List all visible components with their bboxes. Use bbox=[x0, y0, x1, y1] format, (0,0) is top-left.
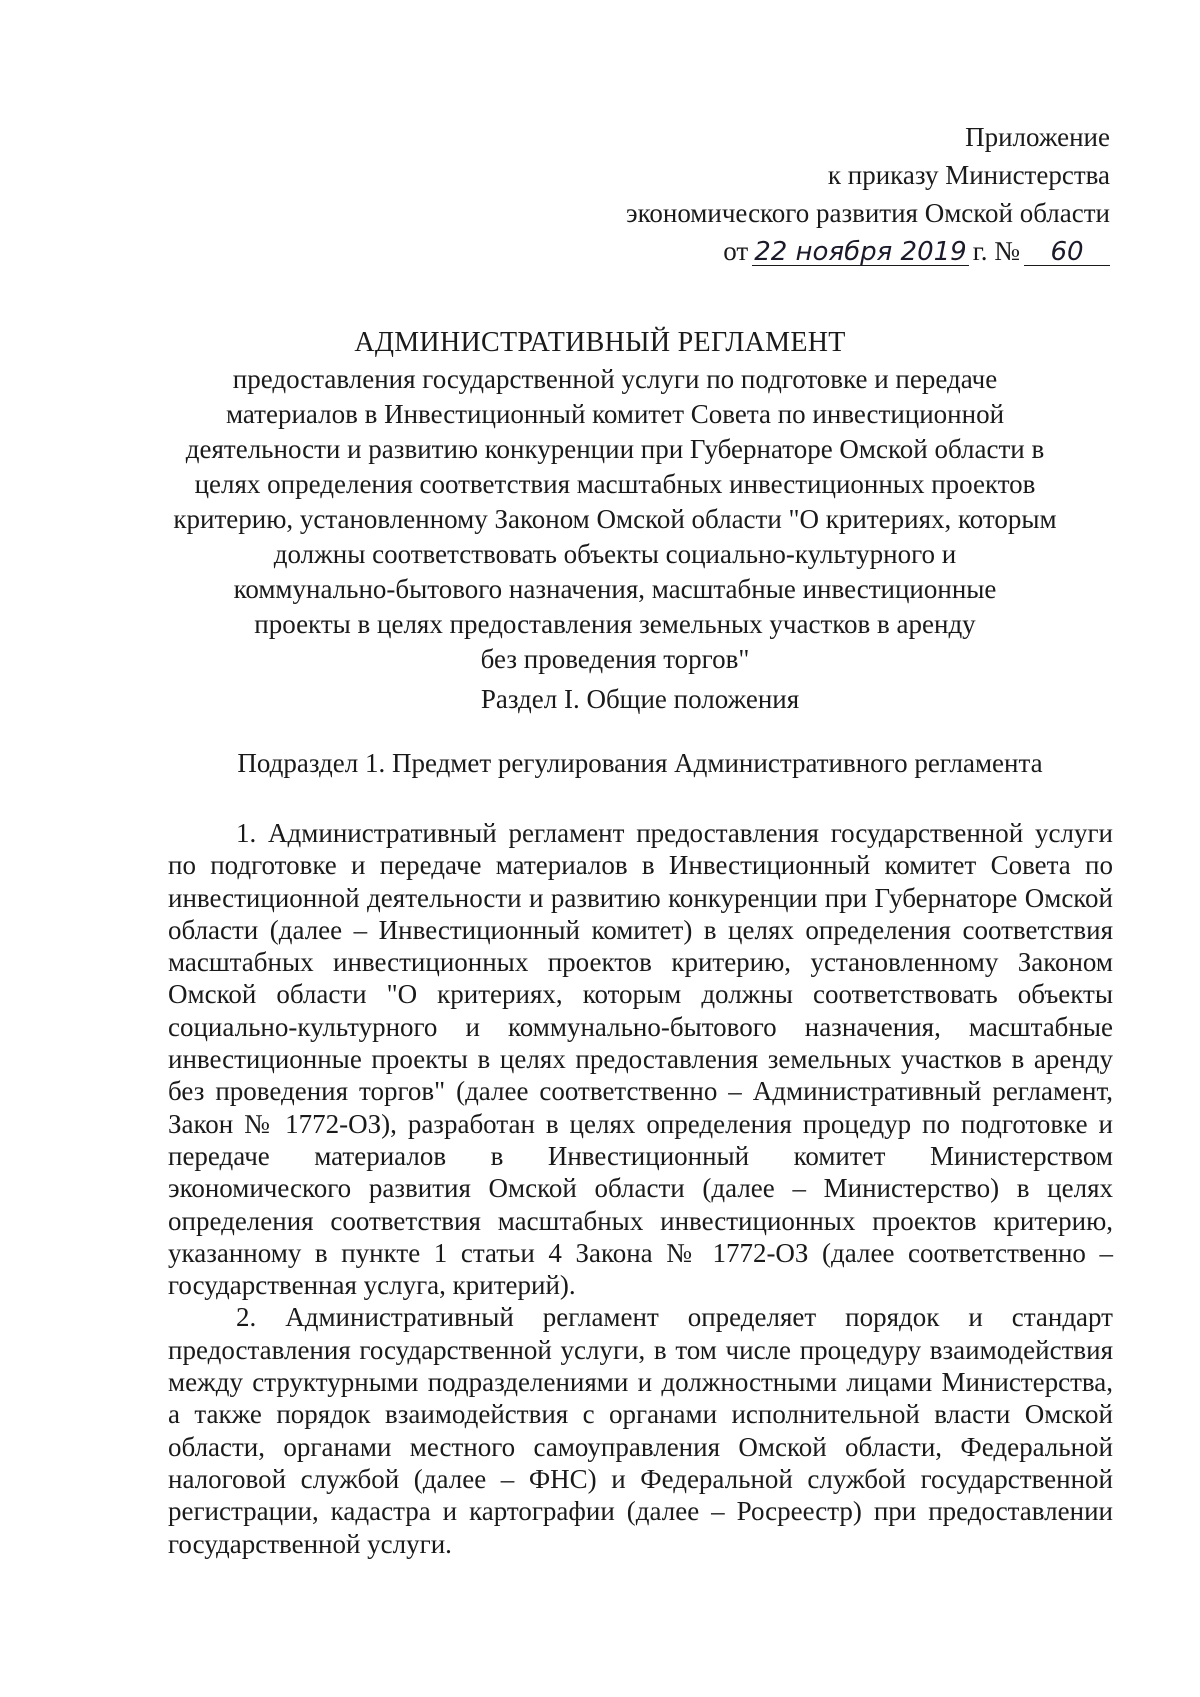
subtitle-line: проекты в целях предоставления земельных участков в аренду bbox=[254, 609, 976, 639]
paragraph-1: 1. Административный регламент предоставления государственной услуги по подготовке и передаче материалов в Инвестиционный комитет Совета по инвестиционной деятельности и развитию конкуренции при Губернаторе Омской области (далее – Инвестиционный комитет) в целях определения соответствия масштабных инвестиционных проектов критерию, установленному Законом Омской области "О критериях, которым должны соответствовать объекты социально-культурного и коммунально-бытового назначения, масштабные инвестиционные проекты в целях предоставления земельных участков в аренду без проведения торгов" (далее соответственно – Административный регламент, Закон № 1772-ОЗ), разработан в целях определения процедур по подготовке и передаче материалов в Инвестиционный комитет Министерством экономического развития Омской области (далее – Министерство) в целях определения соответствия масштабных инвестиционных проектов критерию, указанному в пункте 1 статьи 4 Закона № 1772-ОЗ (далее соответственно – государственная услуга, критерий). bbox=[168, 818, 1113, 1301]
ministry-name: экономического развития Омской области bbox=[626, 198, 1110, 228]
document-body bbox=[168, 817, 1113, 1560]
subtitle-line: критерию, установленному Законом Омской области "О критериях, которым bbox=[173, 504, 1057, 534]
date-prefix: от bbox=[723, 236, 749, 266]
appendix-header bbox=[590, 118, 1110, 270]
section-heading: Раздел I. Общие положения bbox=[480, 684, 800, 714]
subtitle-line: коммунально-бытового назначения, масштабные инвестиционные bbox=[233, 574, 997, 604]
subtitle-line: предоставления государственной услуги по подготовке и передаче bbox=[232, 364, 998, 394]
appendix-label: Приложение bbox=[965, 122, 1110, 152]
subtitle-line: без проведения торгов" bbox=[480, 644, 750, 674]
document-subtitle bbox=[150, 362, 1080, 677]
subtitle-line: должны соответствовать объекты социально-культурного и bbox=[273, 539, 957, 569]
subsection-heading: Подраздел 1. Предмет регулирования Административного регламента bbox=[237, 748, 1043, 778]
subtitle-line: деятельности и развитию конкуренции при Губернаторе Омской области в bbox=[185, 434, 1045, 464]
number-prefix: г. № bbox=[972, 236, 1020, 266]
subtitle-line: материалов в Инвестиционный комитет Совета по инвестиционной bbox=[225, 399, 1005, 429]
order-date-line bbox=[590, 232, 1110, 270]
subtitle-line: целях определения соответствия масштабных инвестиционных проектов bbox=[194, 469, 1036, 499]
order-reference: к приказу Министерства bbox=[827, 160, 1110, 190]
document-title: АДМИНИСТРАТИВНЫЙ РЕГЛАМЕНТ bbox=[354, 327, 846, 358]
paragraph-2: 2. Административный регламент определяет порядок и стандарт предоставления государственной услуги, в том числе процедуру взаимодействия между структурными подразделениями и должностными лицами Министерства, а также порядок взаимодействия с органами исполнительной власти Омской области, органами местного самоуправления Омской области, Федеральной налоговой службой (далее – ФНС) и Федеральной службой государственной регистрации, кадастра и картографии (далее – Росреестр) при предоставлении государственной услуги. bbox=[168, 1302, 1113, 1559]
handwritten-order-number: 60 bbox=[1024, 239, 1110, 266]
handwritten-date: 22 ноября 2019 bbox=[754, 237, 967, 267]
